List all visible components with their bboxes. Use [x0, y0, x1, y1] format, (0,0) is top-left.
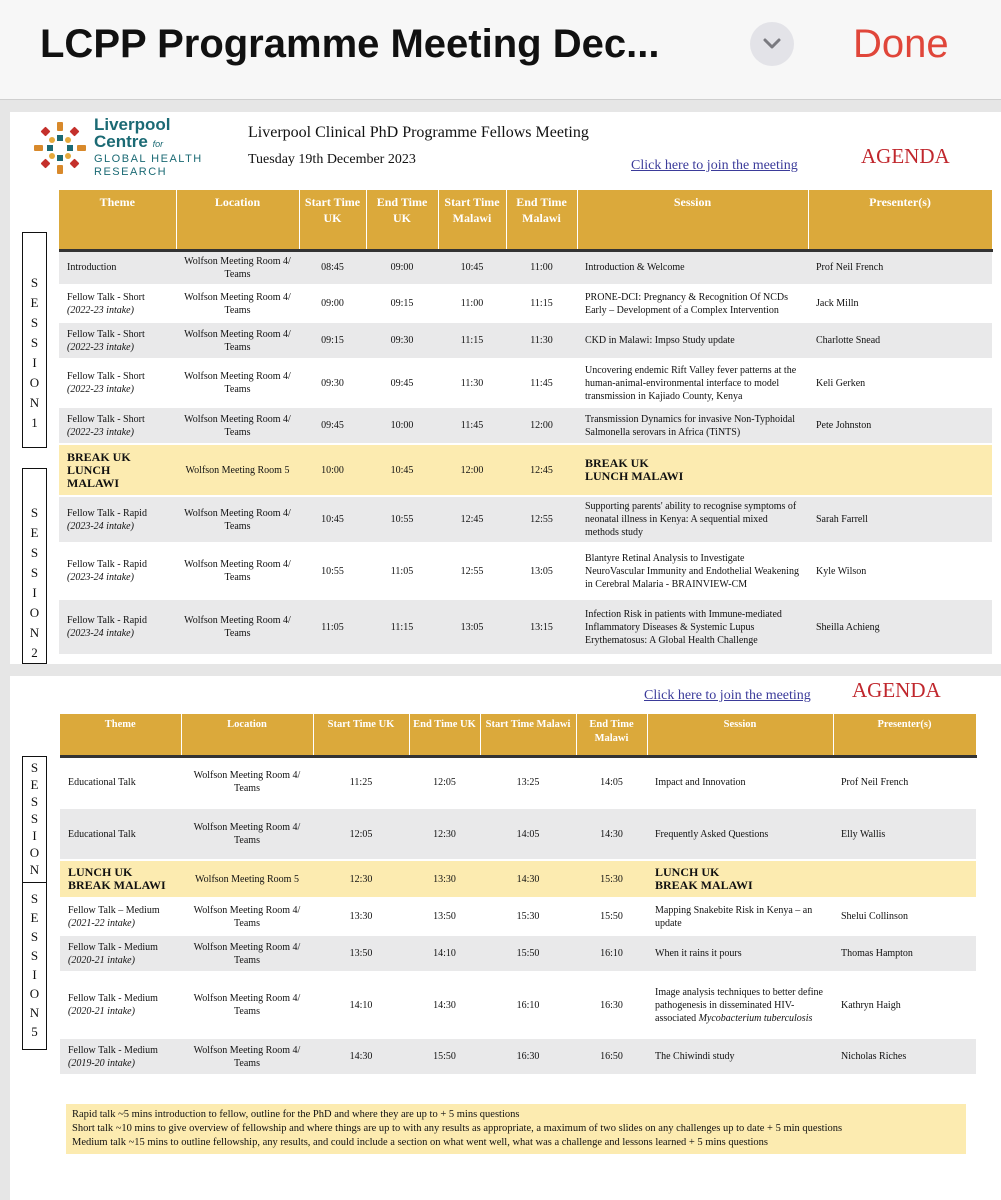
- time-cell: 12:55: [438, 543, 506, 599]
- time-cell: 14:30: [313, 1038, 409, 1075]
- chevron-down-icon: [762, 36, 782, 52]
- session-letter: N: [29, 862, 40, 877]
- time-cell: 15:30: [576, 860, 647, 898]
- session-cell: The Chiwindi study: [647, 1038, 833, 1075]
- break-row: [59, 444, 992, 496]
- done-button[interactable]: Done: [853, 22, 949, 66]
- theme-cell: [59, 407, 176, 444]
- options-button[interactable]: [750, 22, 794, 66]
- time-cell: 11:25: [313, 756, 409, 808]
- column-header: End Time UK: [409, 714, 480, 756]
- logo-line-1: Liverpool: [94, 115, 171, 134]
- table-row: [60, 898, 976, 935]
- theme-cell: [59, 285, 176, 322]
- title-bar: [0, 0, 1001, 100]
- join-meeting-link-2[interactable]: Click here to join the meeting: [644, 688, 811, 703]
- session-letter: S: [30, 275, 39, 290]
- intake-text: (2019-20 intake): [68, 1057, 135, 1069]
- theme-text: Fellow Talk - Medium: [68, 1044, 158, 1056]
- session-letter: S: [30, 505, 39, 520]
- theme-cell: [60, 935, 181, 972]
- intake-text: (2022-23 intake): [67, 426, 134, 438]
- meeting-date: Tuesday 19th December 2023: [248, 152, 416, 167]
- theme-cell: [60, 808, 181, 860]
- table-row: [60, 1038, 976, 1075]
- time-cell: 15:30: [480, 898, 576, 935]
- theme-text: Educational Talk: [68, 828, 136, 840]
- time-cell: 14:10: [409, 935, 480, 972]
- location-cell: [176, 543, 299, 599]
- theme-text: Fellow Talk - Short: [67, 413, 145, 425]
- column-header: Presenter(s): [808, 190, 992, 250]
- time-cell: 11:05: [366, 543, 438, 599]
- location-cell: [176, 496, 299, 543]
- theme-text: Fellow Talk - Medium: [68, 941, 158, 953]
- table-row: [59, 543, 992, 599]
- time-cell: 12:05: [409, 756, 480, 808]
- session-letter: O: [29, 605, 40, 620]
- column-header: Start Time Malawi: [480, 714, 576, 756]
- location-cell: [181, 860, 313, 898]
- session-cell: Blantyre Retinal Analysis to Investigate NeuroVascular Immunity and Endothelial Weakening in Cerebral Malaria - BRAINVIEW-CM: [577, 543, 808, 599]
- session-letter: S: [30, 760, 39, 775]
- agenda-heading-2: AGENDA: [852, 678, 941, 702]
- column-header: Presenter(s): [833, 714, 976, 756]
- logo-line-4: RESEARCH: [94, 166, 168, 178]
- column-header: Location: [176, 190, 299, 250]
- theme-cell: [59, 250, 176, 285]
- theme-text: Fellow Talk - Rapid: [67, 559, 147, 570]
- session-cell: Frequently Asked Questions: [647, 808, 833, 860]
- location-text: Wolfson Meeting Room 4/ Teams: [184, 615, 291, 639]
- location-cell: [181, 756, 313, 808]
- time-cell: 16:10: [480, 972, 576, 1038]
- time-cell: 10:00: [299, 444, 366, 496]
- meeting-title: Liverpool Clinical PhD Programme Fellows Meeting: [248, 124, 589, 141]
- intake-text: (2023-24 intake): [67, 628, 134, 639]
- location-text: Wolfson Meeting Room 4/ Teams: [193, 941, 301, 966]
- session-cell: Introduction & Welcome: [577, 250, 808, 285]
- theme-cell: [60, 898, 181, 935]
- table-row: [59, 322, 992, 359]
- time-cell: 09:15: [299, 322, 366, 359]
- session-2-label: [22, 468, 47, 664]
- time-cell: 09:30: [299, 359, 366, 407]
- time-cell: 13:30: [409, 860, 480, 898]
- time-cell: 16:10: [576, 935, 647, 972]
- location-cell: [176, 322, 299, 359]
- column-header: Theme: [60, 714, 181, 756]
- theme-cell: [59, 444, 176, 496]
- intake-text: (2022-23 intake): [67, 384, 134, 395]
- lcghr-logo: [30, 116, 220, 180]
- time-cell: 09:00: [366, 250, 438, 285]
- intake-text: (2021-22 intake): [68, 917, 135, 929]
- time-cell: 10:00: [366, 407, 438, 444]
- session-letter: N: [29, 395, 40, 410]
- agenda-table-2: [60, 714, 977, 1076]
- session-cell: [647, 972, 833, 1038]
- logo-line-2-text: Centre: [94, 132, 148, 151]
- theme-text: Fellow Talk – Medium: [68, 904, 160, 916]
- session-letter: 5: [31, 1024, 38, 1039]
- session-letter: S: [30, 335, 39, 350]
- presenter-cell: Kathryn Haigh: [833, 972, 976, 1038]
- session-cell: [577, 444, 808, 496]
- time-cell: 14:30: [576, 808, 647, 860]
- location-text: Wolfson Meeting Room 4/ Teams: [184, 413, 291, 438]
- time-cell: 16:30: [576, 972, 647, 1038]
- session-letter: S: [30, 891, 39, 906]
- table-row: [60, 935, 976, 972]
- session-letter: S: [30, 929, 39, 944]
- time-cell: 09:00: [299, 285, 366, 322]
- theme-text: Fellow Talk - Short: [67, 291, 145, 303]
- theme-text: Fellow Talk - Rapid: [67, 615, 147, 626]
- time-cell: 09:45: [366, 359, 438, 407]
- presenter-cell: Kyle Wilson: [808, 543, 992, 599]
- time-cell: 16:50: [576, 1038, 647, 1075]
- theme-text: BREAK UK: [67, 449, 131, 464]
- table-row: [60, 972, 976, 1038]
- agenda-page-1: [10, 112, 1001, 664]
- time-cell: 10:45: [299, 496, 366, 543]
- time-cell: 14:05: [480, 808, 576, 860]
- time-cell: 13:05: [438, 599, 506, 655]
- location-text: Wolfson Meeting Room 4/ Teams: [184, 291, 291, 316]
- presenter-cell: Keli Gerken: [808, 359, 992, 407]
- session-letter: S: [30, 315, 39, 330]
- theme-text: MALAWI: [67, 475, 120, 490]
- agenda-heading: AGENDA: [861, 144, 950, 168]
- session-letter: E: [30, 295, 39, 310]
- theme-text: LUNCH UK: [68, 865, 133, 879]
- intake-text: (2022-23 intake): [67, 304, 134, 316]
- session-letter: I: [32, 828, 37, 843]
- intake-text: (2023-24 intake): [67, 572, 134, 583]
- time-cell: 09:30: [366, 322, 438, 359]
- time-cell: 12:30: [409, 808, 480, 860]
- theme-cell: [59, 599, 176, 655]
- time-cell: 12:00: [438, 444, 506, 496]
- session-cell: Mapping Snakebite Risk in Kenya – an update: [647, 898, 833, 935]
- session-cell: Impact and Innovation: [647, 756, 833, 808]
- location-cell: [176, 359, 299, 407]
- session-letter: I: [32, 355, 37, 370]
- location-text: Wolfson Meeting Room 4/ Teams: [193, 993, 301, 1017]
- session-cell: Uncovering endemic Rift Valley fever patterns at the human-animal-environmental interface to model transmission in Kajiado County, Kenya: [577, 359, 808, 407]
- session-letter: S: [30, 948, 39, 963]
- time-cell: 12:30: [313, 860, 409, 898]
- column-header: Start Time Malawi: [438, 190, 506, 250]
- time-cell: 15:50: [409, 1038, 480, 1075]
- time-cell: 09:45: [299, 407, 366, 444]
- presenter-cell: Charlotte Snead: [808, 322, 992, 359]
- time-cell: 12:45: [438, 496, 506, 543]
- time-cell: 14:30: [480, 860, 576, 898]
- session-letter: E: [30, 525, 39, 540]
- theme-cell: [60, 756, 181, 808]
- session-letter: N: [29, 1005, 40, 1020]
- logo-line-2-small: for: [152, 139, 164, 149]
- time-cell: 11:05: [299, 599, 366, 655]
- session-3-label: [22, 756, 47, 896]
- time-cell: 11:15: [506, 285, 577, 322]
- time-cell: 13:50: [409, 898, 480, 935]
- session-cell: PRONE-DCI: Pregnancy & Recognition Of NCDs Early – Development of a Complex Intervention: [577, 285, 808, 322]
- time-cell: 11:30: [506, 322, 577, 359]
- session-letter: 1: [31, 415, 38, 430]
- presenter-cell: Thomas Hampton: [833, 935, 976, 972]
- time-cell: 11:45: [506, 359, 577, 407]
- theme-cell: [59, 496, 176, 543]
- location-text: Wolfson Meeting Room 4/ Teams: [184, 255, 291, 280]
- time-cell: 11:00: [506, 250, 577, 285]
- column-header: End Time Malawi: [506, 190, 577, 250]
- location-cell: [176, 285, 299, 322]
- agenda-table-1: [59, 190, 993, 656]
- note-rapid: Rapid talk ~5 mins introduction to fellow, outline for the PhD and where they are up to + 5 mins questions: [72, 1109, 520, 1120]
- intake-text: (2020-21 intake): [68, 1006, 135, 1017]
- session-cell: Infection Risk in patients with Immune-mediated Inflammatory Diseases & Systemic Lupus Erythematosus: A Global Health Challenge: [577, 599, 808, 655]
- session-letter: 2: [31, 645, 38, 660]
- note-short: Short talk ~10 mins to give overview of fellowship and where things are up to with any results as appropriate, a maximum of two slides on any challenges up to date + 5 min questions: [72, 1123, 843, 1134]
- time-cell: 12:05: [313, 808, 409, 860]
- table-row: [59, 407, 992, 444]
- logo-mark-icon: [30, 118, 90, 178]
- location-text: Wolfson Meeting Room 5: [195, 874, 299, 885]
- table-row: [59, 285, 992, 322]
- table-row: [60, 808, 976, 860]
- time-cell: 15:50: [480, 935, 576, 972]
- time-cell: 10:55: [366, 496, 438, 543]
- time-cell: 11:00: [438, 285, 506, 322]
- session-letter: S: [30, 545, 39, 560]
- session-letter: S: [30, 811, 39, 826]
- presenter-cell: Elly Wallis: [833, 808, 976, 860]
- session-text: LUNCH UK: [655, 865, 720, 879]
- document-title: LCPP Programme Meeting Dec...: [40, 22, 660, 66]
- column-header: End Time Malawi: [576, 714, 647, 756]
- session-text: BREAK MALAWI: [655, 878, 753, 892]
- table-row: [59, 496, 992, 543]
- table-row: [60, 756, 976, 808]
- time-cell: 10:55: [299, 543, 366, 599]
- column-header: Session: [647, 714, 833, 756]
- location-cell: [181, 898, 313, 935]
- session-letter: O: [29, 986, 40, 1001]
- time-cell: 11:15: [366, 599, 438, 655]
- time-cell: 13:15: [506, 599, 577, 655]
- time-cell: 12:00: [506, 407, 577, 444]
- table-row: [59, 599, 992, 655]
- location-cell: [181, 808, 313, 860]
- theme-cell: [59, 543, 176, 599]
- presenter-cell: Sarah Farrell: [808, 496, 992, 543]
- session-letter: I: [32, 967, 37, 982]
- column-header: End Time UK: [366, 190, 438, 250]
- time-cell: 08:45: [299, 250, 366, 285]
- column-header: Location: [181, 714, 313, 756]
- column-header: Session: [577, 190, 808, 250]
- time-cell: 09:15: [366, 285, 438, 322]
- session-letter: E: [30, 777, 39, 792]
- time-cell: 13:50: [313, 935, 409, 972]
- location-cell: [176, 250, 299, 285]
- session-text: LUNCH MALAWI: [585, 469, 684, 483]
- session-letter: O: [29, 845, 40, 860]
- location-text: Wolfson Meeting Room 4/ Teams: [184, 507, 291, 532]
- time-cell: 14:30: [409, 972, 480, 1038]
- location-text: Wolfson Meeting Room 4/ Teams: [184, 559, 291, 583]
- theme-text: Fellow Talk - Short: [67, 371, 145, 382]
- location-text: Wolfson Meeting Room 4/ Teams: [193, 822, 301, 846]
- theme-text: BREAK MALAWI: [68, 878, 166, 892]
- location-text: Wolfson Meeting Room 5: [185, 465, 290, 476]
- session-cell: Transmission Dynamics for invasive Non-Typhoidal Salmonella serovars in Africa (TiNTS): [577, 407, 808, 444]
- theme-cell: [60, 860, 181, 898]
- session-cell: When it rains it pours: [647, 935, 833, 972]
- time-cell: 11:45: [438, 407, 506, 444]
- time-cell: 12:55: [506, 496, 577, 543]
- column-header: Start Time UK: [299, 190, 366, 250]
- time-cell: 15:50: [576, 898, 647, 935]
- location-cell: [176, 444, 299, 496]
- location-cell: [181, 972, 313, 1038]
- presenter-cell: Jack Milln: [808, 285, 992, 322]
- location-text: Wolfson Meeting Room 4/ Teams: [193, 904, 301, 929]
- session-cell: CKD in Malawi: Impso Study update: [577, 322, 808, 359]
- session-letter: S: [30, 794, 39, 809]
- theme-text: Educational Talk: [68, 776, 136, 788]
- presenter-cell: Pete Johnston: [808, 407, 992, 444]
- presenter-cell: [833, 860, 976, 898]
- location-cell: [176, 407, 299, 444]
- presenter-cell: Shelui Collinson: [833, 898, 976, 935]
- theme-text: Fellow Talk - Short: [67, 328, 145, 340]
- session-cell: Supporting parents' ability to recognise symptoms of neonatal illness in Kenya: A sequential mixed methods study: [577, 496, 808, 543]
- time-cell: 14:05: [576, 756, 647, 808]
- location-text: Wolfson Meeting Room 4/ Teams: [184, 371, 291, 395]
- logo-line-2: [94, 133, 203, 153]
- presenter-cell: Prof Neil French: [833, 756, 976, 808]
- session-letter: S: [30, 565, 39, 580]
- time-cell: 13:25: [480, 756, 576, 808]
- break-row: [60, 860, 976, 898]
- logo-text: [94, 116, 203, 179]
- time-cell: 16:30: [480, 1038, 576, 1075]
- presenter-cell: Nicholas Riches: [833, 1038, 976, 1075]
- theme-cell: [59, 322, 176, 359]
- intake-text: (2023-24 intake): [67, 520, 134, 532]
- theme-text: Fellow Talk - Medium: [68, 993, 158, 1004]
- session-5-label: [22, 882, 47, 1050]
- location-text: Wolfson Meeting Room 4/ Teams: [193, 770, 301, 795]
- theme-cell: [59, 359, 176, 407]
- time-cell: 10:45: [438, 250, 506, 285]
- session-text: BREAK UK: [585, 456, 649, 470]
- time-cell: 14:10: [313, 972, 409, 1038]
- presenter-cell: Prof Neil French: [808, 250, 992, 285]
- theme-text: Introduction: [67, 262, 117, 274]
- theme-text: Fellow Talk - Rapid: [67, 507, 147, 519]
- location-text: Wolfson Meeting Room 4/ Teams: [193, 1044, 301, 1069]
- session-letter: N: [29, 625, 40, 640]
- location-cell: [176, 599, 299, 655]
- session-letter: O: [29, 375, 40, 390]
- talk-format-notes: [66, 1104, 966, 1154]
- agenda-page-2: [10, 676, 1001, 1200]
- location-cell: [181, 1038, 313, 1075]
- theme-text: LUNCH: [67, 462, 111, 477]
- time-cell: 11:15: [438, 322, 506, 359]
- session-italic: Mycobacterium tuberculosis: [698, 1012, 813, 1024]
- column-header: Start Time UK: [313, 714, 409, 756]
- location-text: Wolfson Meeting Room 4/ Teams: [184, 328, 291, 353]
- session-letter: I: [32, 585, 37, 600]
- intake-text: (2020-21 intake): [68, 954, 135, 966]
- join-meeting-link[interactable]: Click here to join the meeting: [631, 158, 798, 173]
- presenter-cell: [808, 444, 992, 496]
- note-medium: Medium talk ~15 mins to outline fellowship, any results, and could include a section on what went well, what was a challenge and lessons learned + 5 mins questions: [72, 1137, 769, 1148]
- location-cell: [181, 935, 313, 972]
- time-cell: 13:30: [313, 898, 409, 935]
- theme-cell: [60, 1038, 181, 1075]
- table-row: [59, 359, 992, 407]
- session-letter: E: [30, 910, 39, 925]
- session-cell: [647, 860, 833, 898]
- table-row: [59, 250, 992, 285]
- time-cell: 12:45: [506, 444, 577, 496]
- theme-cell: [60, 972, 181, 1038]
- time-cell: 10:45: [366, 444, 438, 496]
- time-cell: 11:30: [438, 359, 506, 407]
- column-header: Theme: [59, 190, 176, 250]
- logo-line-3: GLOBAL HEALTH: [94, 153, 203, 165]
- intake-text: (2022-23 intake): [67, 341, 134, 353]
- time-cell: 13:05: [506, 543, 577, 599]
- presenter-cell: Sheilla Achieng: [808, 599, 992, 655]
- session-1-label: [22, 232, 47, 448]
- session-text: Image analysis techniques to better define pathogenesis in disseminated HIV-associated: [655, 986, 823, 1024]
